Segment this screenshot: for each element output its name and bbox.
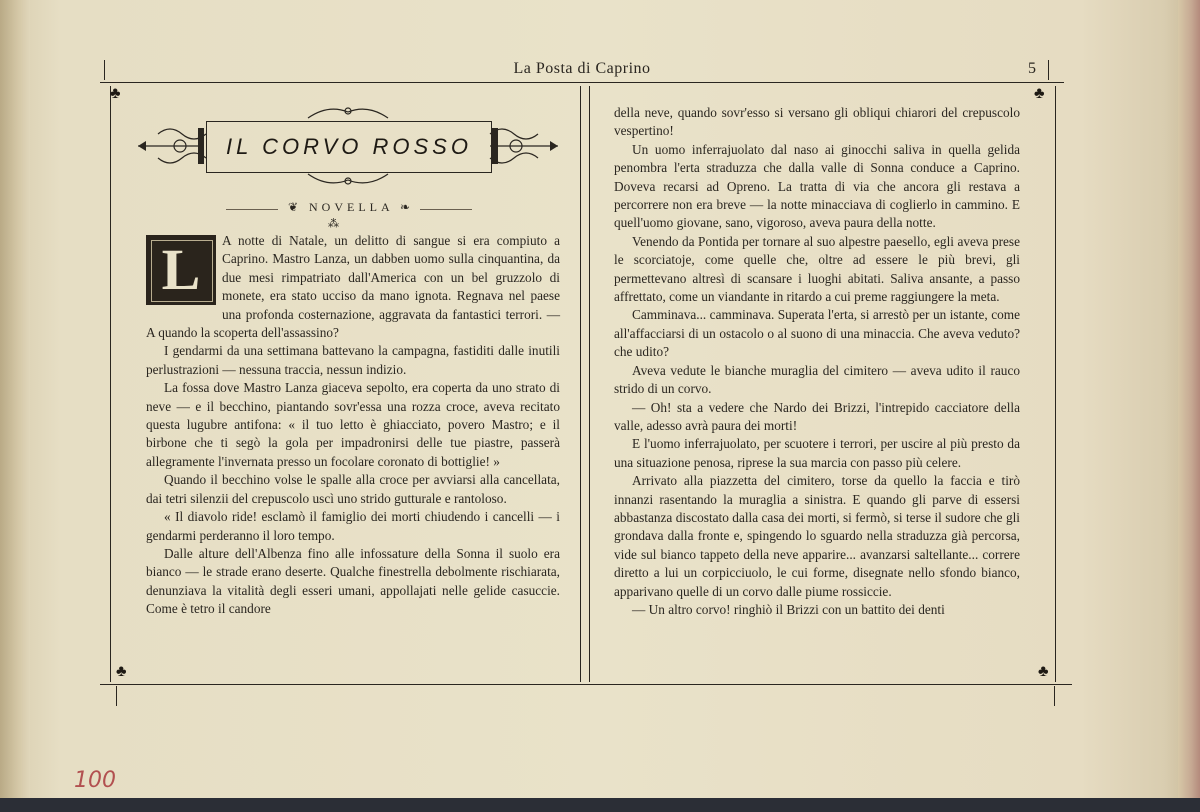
right-column (614, 104, 1020, 619)
drop-cap-spacer (146, 232, 222, 324)
paragraph: A notte di Natale, un delitto di sangue si era compiuto a Caprino. Mastro Lanza, un dabben uomo sulla cinquantina, da due mesi rimpatriato dall'America con un bel gruzzolo di monete, era stato ucciso da mano ignota. Regnava nel paese una profonda costernazione, aggravata da fantastici terrori. — A quando la scoperta dell'assassino? (146, 233, 560, 341)
paragraph: La fossa dove Mastro Lanza giaceva sepolto, era coperta da uno strato di neve — e il becchino, piantando sovr'essa una rozza croce, aveva recitato questa lugubre antifona: « il tuo letto è ghiacciato, povero Mastro; e il birbone che ti segò la gola per impadronirsi delle tue piastre, passerà allegramente l'invernata presso un focolare coronato di bottiglie! » (146, 380, 560, 469)
paragraph: « Il diavolo ride! esclamò il famiglio dei morti chiudendo i cancelli — i gendarmi perderanno il loro tempo. (146, 509, 560, 543)
paragraph: Aveva vedute le bianche muraglia del cimitero — aveva udito il rauco strido di un corvo. (614, 362, 1020, 397)
header-tick-right (1048, 60, 1049, 80)
page-bottom-edge (0, 798, 1200, 812)
title-box (206, 121, 492, 173)
club-ornament-icon: ♣ (110, 85, 121, 102)
running-title: La Posta di Caprino (513, 60, 651, 77)
paragraph: I gendarmi da una settimana battevano la campagna, fastiditi dalle inutili perlustrazioni — nessuna traccia, nessun indizio. (146, 343, 560, 377)
handwritten-page-note: 100 (74, 768, 116, 793)
article-title: IL CORVO ROSSO (226, 134, 472, 159)
page-edge (1178, 0, 1200, 812)
footer-rule (100, 684, 1072, 685)
header-tick-left (104, 60, 105, 80)
subtitle-ornament-icon: ❦ (287, 200, 309, 214)
subtitle-rule-right (420, 209, 472, 210)
footer-tick-left (116, 686, 117, 706)
club-ornament-icon: ♣ (116, 663, 127, 680)
column-divider (580, 86, 590, 682)
paragraph: Venendo da Pontida per tornare al suo alpestre paesello, egli aveva prese le scorciatoje, come quelle che, oltre ad essere le più brevi, gli permettevano altresì di scansare i luoghi abitati. Saliva ansante, a passo affrettato, come un viandante in ritardo a cui preme raggiungere la meta. (614, 233, 1020, 305)
paragraph: Camminava... camminava. Superata l'erta, si arrestò per un istante, come all'affacciarsi di un ostacolo o al suono di una minaccia. Che aveva veduto? che udito? (614, 307, 1020, 360)
subtitle-ornament-icon: ❧ (393, 200, 415, 214)
footer-tick-right (1054, 686, 1055, 706)
drop-cap-letter: L (161, 237, 201, 302)
book-binding (0, 0, 30, 812)
club-ornament-icon: ♣ (1034, 85, 1045, 102)
paragraph: E l'uomo inferrajuolato, per scuotere i terrori, per uscire al più presto da una situazione penosa, riprese la sua marcia con passo più celere. (614, 436, 1020, 470)
paragraph: Dalle alture dell'Albenza fino alle infossature della Sonna il suolo era bianco — le strade erano deserte. Qualche finestrella debolmente rischiarata, denunziava la vitalità degli esseri umani, appollajati nelle gelide casuccie. Come è tetro il candore (146, 545, 560, 617)
page-header (100, 58, 1064, 83)
fleuron-icon: ⁂ (328, 218, 339, 230)
paragraph: Un uomo inferrajuolato dal naso ai ginocchi saliva in quella gelida penombra l'erta straduzza che dalla valle di Sonna conduce a Caprino. Doveva recarsi ad Opreno. La tratta di via che ancora gli restava a percorrere non era breve — la notte minacciava di coglierlo in cammino. E quell'uomo giovane, sano, vigoroso, aveva paura della notte. (614, 141, 1020, 231)
article-subtitle (228, 200, 474, 215)
paragraph: Quando il becchino volse le spalle alla croce per avviarsi alla cancellata, dai tetri silenzii del crepuscolo uscì uno strido gutturale e rantoloso. (146, 472, 560, 506)
left-column (146, 232, 560, 619)
paragraph: della neve, quando sovr'esso si versano gli obliqui chiarori del crepuscolo vespertino! (614, 105, 1020, 139)
paragraph: — Oh! sta a vedere che Nardo dei Brizzi, l'intrepido cacciatore della valle, adesso avrà paura dei morti! (614, 399, 1020, 433)
club-ornament-icon: ♣ (1038, 663, 1049, 680)
paragraph: Arrivato alla piazzetta del cimitero, torse da quello la faccia e tirò innanzi rasentando la muraglia a sinistra. E quando gli parve di essersi abbastanza discostato dalla casa dei morti, si fermò, si terse il sudore che gli grondava dalla fronte e, spingendo lo sguardo nella straduzza già percorsa, vide sul bianco tappeto della neve apparire... avanzarsi saltellante... correre diretto a lui un corpicciuolo, le cui forme, disegnate nello sfondo bianco, apparivano quelle di un corvo dalle piume rossiccie. (614, 473, 1020, 599)
title-banner (138, 104, 558, 188)
subtitle-text: NOVELLA (309, 200, 393, 214)
page-number: 5 (1028, 60, 1036, 77)
paragraph: — Un altro corvo! ringhiò il Brizzi con un battito dei denti (632, 601, 945, 617)
